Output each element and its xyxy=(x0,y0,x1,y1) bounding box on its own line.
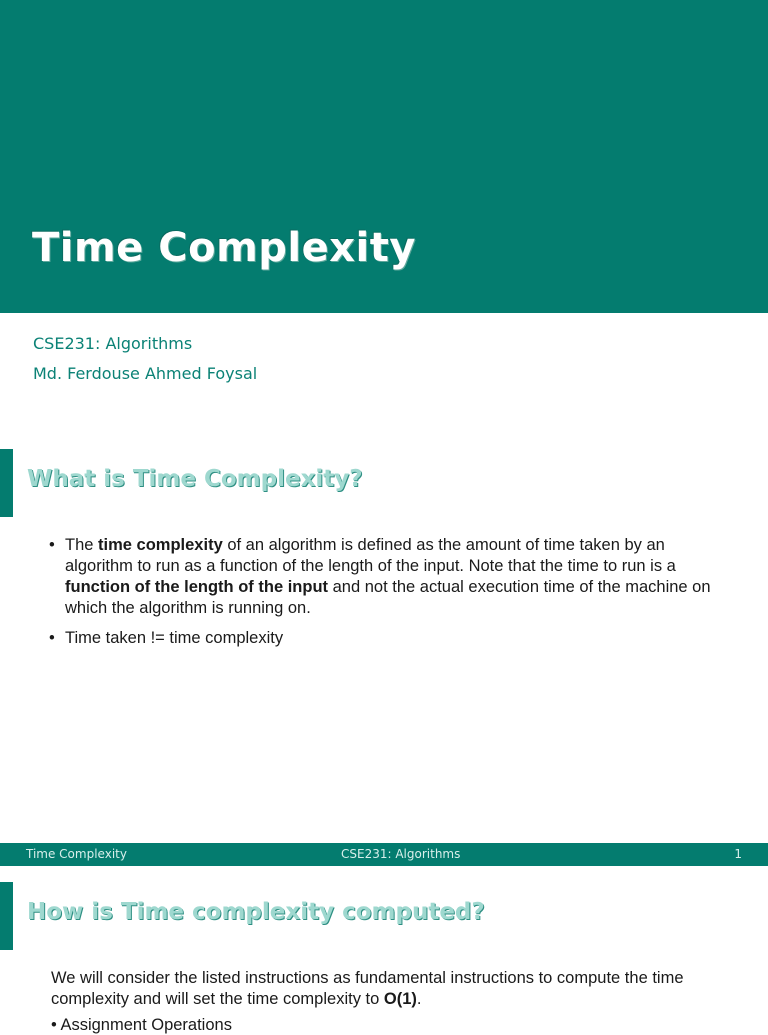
slide-accent-bar xyxy=(0,882,13,950)
bullet-text: The xyxy=(65,536,99,554)
bullet-text: and not the actual execution time of the machine on which the algorithm is running on. xyxy=(65,578,711,617)
slide-title: Time Complexity xyxy=(32,225,416,271)
slide-footer xyxy=(0,843,768,866)
list-item: • Assignment Operations xyxy=(51,1016,232,1034)
bullet-list xyxy=(47,535,737,658)
body-paragraph xyxy=(51,968,741,1010)
bullet-text: of an algorithm is defined as the amount of time taken by an algorithm to run as a function of the length of the input. Note that the time to run is a xyxy=(65,536,676,575)
footer-title: Time Complexity xyxy=(26,847,127,861)
slide-accent-bar xyxy=(0,449,13,517)
bullet-bold-term: function of the length of the input xyxy=(65,578,329,596)
paragraph-text: . xyxy=(416,990,422,1008)
author-name: Md. Ferdouse Ahmed Foysal xyxy=(33,364,258,383)
slide-heading-how-computed: How is Time complexity computed? xyxy=(27,899,485,925)
list-item xyxy=(47,628,737,649)
bullet-icon: • xyxy=(49,629,55,647)
list-item xyxy=(47,535,737,619)
course-name: CSE231: Algorithms xyxy=(33,334,193,353)
paragraph-text: We will consider the listed instructions as fundamental instructions to compute the time complexity and will set the time complexity to xyxy=(51,969,684,1008)
footer-course: CSE231: Algorithms xyxy=(341,847,461,861)
slide-heading-what-is: What is Time Complexity? xyxy=(27,466,363,492)
bullet-text: Time taken != time complexity xyxy=(65,629,284,647)
bullet-bold-term: time complexity xyxy=(98,536,223,554)
paragraph-bold-term: O(1) xyxy=(383,990,417,1008)
bullet-icon: • xyxy=(49,536,55,554)
page-number: 1 xyxy=(734,847,742,861)
title-slide xyxy=(0,0,768,415)
